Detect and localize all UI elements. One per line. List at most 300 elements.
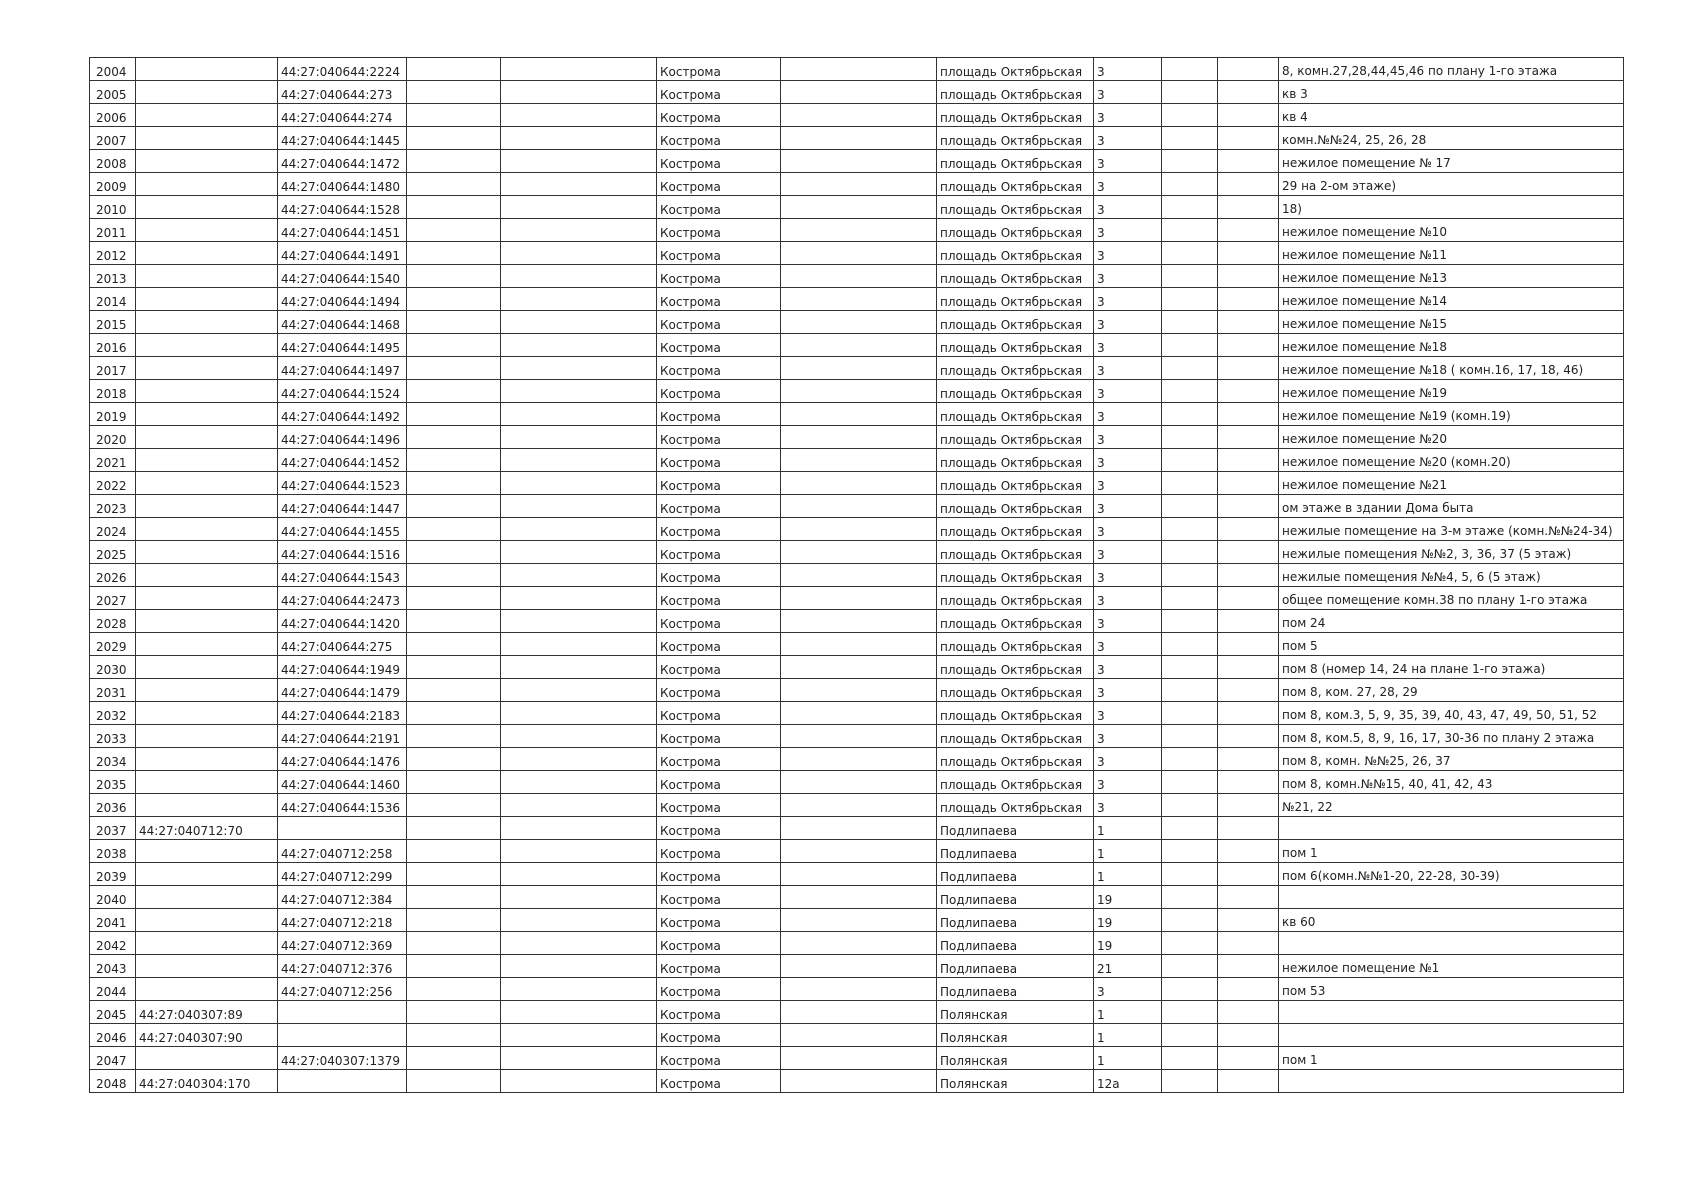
- empty-cell: [781, 725, 937, 748]
- empty-cell: [1162, 794, 1218, 817]
- street-cell: площадь Октябрьская: [937, 58, 1094, 81]
- object-cadastral-number-cell: 44:27:040644:1492: [278, 403, 407, 426]
- empty-cell: [407, 955, 501, 978]
- empty-cell: [407, 518, 501, 541]
- premises-note-cell: нежилое помещение №19 (комн.19): [1279, 403, 1624, 426]
- row-number-cell: 2028: [90, 610, 136, 633]
- table-row: [90, 104, 1624, 127]
- empty-cell: [407, 196, 501, 219]
- empty-cell: [501, 656, 657, 679]
- row-number-cell: 2037: [90, 817, 136, 840]
- empty-cell: [501, 863, 657, 886]
- table-row: [90, 403, 1624, 426]
- empty-cell: [501, 495, 657, 518]
- city-cell: Кострома: [657, 196, 781, 219]
- street-cell: площадь Октябрьская: [937, 81, 1094, 104]
- object-cadastral-number-cell: 44:27:040712:299: [278, 863, 407, 886]
- premises-note-cell: нежилые помещение на 3-м этаже (комн.№№24-34): [1279, 518, 1624, 541]
- empty-cell: [1218, 909, 1279, 932]
- street-cell: площадь Октябрьская: [937, 610, 1094, 633]
- row-number-cell: 2046: [90, 1024, 136, 1047]
- house-number-cell: 3: [1094, 610, 1162, 633]
- city-cell: Кострома: [657, 403, 781, 426]
- row-number-cell: 2023: [90, 495, 136, 518]
- empty-cell: [1218, 794, 1279, 817]
- row-number-cell: 2004: [90, 58, 136, 81]
- object-cadastral-number-cell: 44:27:040712:218: [278, 909, 407, 932]
- empty-cell: [1162, 840, 1218, 863]
- empty-cell: [407, 771, 501, 794]
- land-cadastral-number-cell: [136, 265, 278, 288]
- empty-cell: [1218, 58, 1279, 81]
- land-cadastral-number-cell: [136, 288, 278, 311]
- object-cadastral-number-cell: 44:27:040712:256: [278, 978, 407, 1001]
- street-cell: площадь Октябрьская: [937, 679, 1094, 702]
- house-number-cell: 19: [1094, 909, 1162, 932]
- table-row: [90, 495, 1624, 518]
- premises-note-cell: 8, комн.27,28,44,45,46 по плану 1-го этажа: [1279, 58, 1624, 81]
- empty-cell: [781, 1024, 937, 1047]
- empty-cell: [1218, 380, 1279, 403]
- empty-cell: [407, 725, 501, 748]
- table-row: [90, 794, 1624, 817]
- house-number-cell: 3: [1094, 173, 1162, 196]
- empty-cell: [501, 104, 657, 127]
- row-number-cell: 2048: [90, 1070, 136, 1093]
- street-cell: Полянская: [937, 1024, 1094, 1047]
- street-cell: Подлипаева: [937, 909, 1094, 932]
- empty-cell: [1162, 58, 1218, 81]
- row-number-cell: 2030: [90, 656, 136, 679]
- premises-note-cell: [1279, 886, 1624, 909]
- object-cadastral-number-cell: 44:27:040644:1524: [278, 380, 407, 403]
- row-number-cell: 2047: [90, 1047, 136, 1070]
- empty-cell: [1218, 403, 1279, 426]
- object-cadastral-number-cell: 44:27:040644:1495: [278, 334, 407, 357]
- street-cell: площадь Октябрьская: [937, 541, 1094, 564]
- land-cadastral-number-cell: [136, 748, 278, 771]
- empty-cell: [501, 173, 657, 196]
- premises-note-cell: нежилое помещение №21: [1279, 472, 1624, 495]
- empty-cell: [407, 564, 501, 587]
- street-cell: Подлипаева: [937, 840, 1094, 863]
- row-number-cell: 2016: [90, 334, 136, 357]
- house-number-cell: 1: [1094, 1047, 1162, 1070]
- object-cadastral-number-cell: 44:27:040712:376: [278, 955, 407, 978]
- premises-note-cell: нежилые помещения №№2, 3, 36, 37 (5 этаж): [1279, 541, 1624, 564]
- house-number-cell: 19: [1094, 886, 1162, 909]
- empty-cell: [501, 1024, 657, 1047]
- table-row: [90, 840, 1624, 863]
- row-number-cell: 2007: [90, 127, 136, 150]
- empty-cell: [1218, 587, 1279, 610]
- empty-cell: [1218, 173, 1279, 196]
- empty-cell: [407, 587, 501, 610]
- row-number-cell: 2039: [90, 863, 136, 886]
- empty-cell: [407, 104, 501, 127]
- city-cell: Кострома: [657, 1024, 781, 1047]
- empty-cell: [1162, 679, 1218, 702]
- land-cadastral-number-cell: 44:27:040304:170: [136, 1070, 278, 1093]
- city-cell: Кострома: [657, 978, 781, 1001]
- house-number-cell: 3: [1094, 58, 1162, 81]
- empty-cell: [781, 1070, 937, 1093]
- empty-cell: [781, 633, 937, 656]
- object-cadastral-number-cell: 44:27:040644:1479: [278, 679, 407, 702]
- empty-cell: [501, 1047, 657, 1070]
- premises-note-cell: нежилое помещение №14: [1279, 288, 1624, 311]
- land-cadastral-number-cell: [136, 472, 278, 495]
- table-row: [90, 242, 1624, 265]
- table-row: [90, 265, 1624, 288]
- empty-cell: [501, 472, 657, 495]
- empty-cell: [501, 886, 657, 909]
- empty-cell: [501, 587, 657, 610]
- empty-cell: [1218, 242, 1279, 265]
- empty-cell: [1218, 564, 1279, 587]
- row-number-cell: 2013: [90, 265, 136, 288]
- street-cell: площадь Октябрьская: [937, 472, 1094, 495]
- empty-cell: [501, 840, 657, 863]
- empty-cell: [501, 1070, 657, 1093]
- empty-cell: [1218, 1047, 1279, 1070]
- house-number-cell: 3: [1094, 541, 1162, 564]
- object-cadastral-number-cell: [278, 817, 407, 840]
- street-cell: площадь Октябрьская: [937, 748, 1094, 771]
- house-number-cell: 21: [1094, 955, 1162, 978]
- table-row: [90, 127, 1624, 150]
- empty-cell: [1162, 610, 1218, 633]
- premises-note-cell: нежилое помещение №20: [1279, 426, 1624, 449]
- premises-note-cell: нежилое помещение №20 (комн.20): [1279, 449, 1624, 472]
- empty-cell: [501, 426, 657, 449]
- empty-cell: [1162, 104, 1218, 127]
- premises-note-cell: [1279, 1024, 1624, 1047]
- empty-cell: [781, 81, 937, 104]
- empty-cell: [1218, 196, 1279, 219]
- empty-cell: [501, 449, 657, 472]
- land-cadastral-number-cell: [136, 909, 278, 932]
- street-cell: площадь Октябрьская: [937, 656, 1094, 679]
- empty-cell: [1162, 955, 1218, 978]
- empty-cell: [781, 932, 937, 955]
- empty-cell: [407, 288, 501, 311]
- row-number-cell: 2024: [90, 518, 136, 541]
- object-cadastral-number-cell: 44:27:040644:1472: [278, 150, 407, 173]
- object-cadastral-number-cell: 44:27:040712:369: [278, 932, 407, 955]
- land-cadastral-number-cell: [136, 863, 278, 886]
- empty-cell: [781, 1001, 937, 1024]
- city-cell: Кострома: [657, 150, 781, 173]
- city-cell: Кострома: [657, 748, 781, 771]
- empty-cell: [501, 633, 657, 656]
- row-number-cell: 2010: [90, 196, 136, 219]
- empty-cell: [407, 886, 501, 909]
- empty-cell: [501, 403, 657, 426]
- land-cadastral-number-cell: [136, 587, 278, 610]
- land-cadastral-number-cell: [136, 242, 278, 265]
- land-cadastral-number-cell: [136, 334, 278, 357]
- premises-note-cell: нежилое помещение №13: [1279, 265, 1624, 288]
- house-number-cell: 3: [1094, 679, 1162, 702]
- empty-cell: [781, 1047, 937, 1070]
- empty-cell: [501, 725, 657, 748]
- empty-cell: [501, 1001, 657, 1024]
- city-cell: Кострома: [657, 656, 781, 679]
- object-cadastral-number-cell: 44:27:040712:258: [278, 840, 407, 863]
- city-cell: Кострома: [657, 265, 781, 288]
- city-cell: Кострома: [657, 564, 781, 587]
- land-cadastral-number-cell: [136, 196, 278, 219]
- house-number-cell: 3: [1094, 219, 1162, 242]
- empty-cell: [1218, 81, 1279, 104]
- street-cell: площадь Октябрьская: [937, 587, 1094, 610]
- empty-cell: [1162, 242, 1218, 265]
- object-cadastral-number-cell: 44:27:040644:1455: [278, 518, 407, 541]
- empty-cell: [781, 58, 937, 81]
- premises-note-cell: комн.№№24, 25, 26, 28: [1279, 127, 1624, 150]
- premises-note-cell: [1279, 817, 1624, 840]
- empty-cell: [1162, 932, 1218, 955]
- street-cell: Подлипаева: [937, 886, 1094, 909]
- land-cadastral-number-cell: [136, 978, 278, 1001]
- premises-note-cell: пом 8, ком.5, 8, 9, 16, 17, 30-36 по плану 2 этажа: [1279, 725, 1624, 748]
- premises-note-cell: 18): [1279, 196, 1624, 219]
- table-row: [90, 1024, 1624, 1047]
- empty-cell: [1218, 449, 1279, 472]
- empty-cell: [1162, 863, 1218, 886]
- city-cell: Кострома: [657, 932, 781, 955]
- object-cadastral-number-cell: 44:27:040644:2191: [278, 725, 407, 748]
- house-number-cell: 3: [1094, 265, 1162, 288]
- land-cadastral-number-cell: [136, 518, 278, 541]
- empty-cell: [407, 472, 501, 495]
- land-cadastral-number-cell: [136, 886, 278, 909]
- row-number-cell: 2029: [90, 633, 136, 656]
- city-cell: Кострома: [657, 426, 781, 449]
- house-number-cell: 1: [1094, 817, 1162, 840]
- city-cell: Кострома: [657, 311, 781, 334]
- empty-cell: [407, 610, 501, 633]
- empty-cell: [407, 58, 501, 81]
- empty-cell: [1162, 725, 1218, 748]
- house-number-cell: 12а: [1094, 1070, 1162, 1093]
- object-cadastral-number-cell: 44:27:040712:384: [278, 886, 407, 909]
- empty-cell: [1218, 219, 1279, 242]
- city-cell: Кострома: [657, 1047, 781, 1070]
- table-row: [90, 449, 1624, 472]
- row-number-cell: 2043: [90, 955, 136, 978]
- table-row: [90, 702, 1624, 725]
- object-cadastral-number-cell: 44:27:040644:1496: [278, 426, 407, 449]
- empty-cell: [1218, 150, 1279, 173]
- empty-cell: [1218, 288, 1279, 311]
- row-number-cell: 2008: [90, 150, 136, 173]
- empty-cell: [1218, 1024, 1279, 1047]
- empty-cell: [1218, 955, 1279, 978]
- object-cadastral-number-cell: 44:27:040644:1523: [278, 472, 407, 495]
- empty-cell: [1218, 426, 1279, 449]
- table-row: [90, 357, 1624, 380]
- empty-cell: [1218, 978, 1279, 1001]
- empty-cell: [407, 357, 501, 380]
- empty-cell: [781, 564, 937, 587]
- street-cell: площадь Октябрьская: [937, 196, 1094, 219]
- empty-cell: [781, 288, 937, 311]
- empty-cell: [1162, 1047, 1218, 1070]
- row-number-cell: 2018: [90, 380, 136, 403]
- city-cell: Кострома: [657, 817, 781, 840]
- empty-cell: [1218, 495, 1279, 518]
- empty-cell: [1162, 748, 1218, 771]
- empty-cell: [781, 679, 937, 702]
- empty-cell: [781, 794, 937, 817]
- land-cadastral-number-cell: [136, 1047, 278, 1070]
- empty-cell: [1162, 219, 1218, 242]
- object-cadastral-number-cell: 44:27:040644:1420: [278, 610, 407, 633]
- empty-cell: [1162, 564, 1218, 587]
- land-cadastral-number-cell: [136, 610, 278, 633]
- empty-cell: [407, 978, 501, 1001]
- house-number-cell: 3: [1094, 150, 1162, 173]
- house-number-cell: 3: [1094, 702, 1162, 725]
- row-number-cell: 2045: [90, 1001, 136, 1024]
- empty-cell: [1162, 817, 1218, 840]
- empty-cell: [501, 58, 657, 81]
- city-cell: Кострома: [657, 127, 781, 150]
- city-cell: Кострома: [657, 840, 781, 863]
- empty-cell: [407, 265, 501, 288]
- empty-cell: [1162, 449, 1218, 472]
- empty-cell: [501, 265, 657, 288]
- table-row: [90, 1001, 1624, 1024]
- street-cell: площадь Октябрьская: [937, 564, 1094, 587]
- empty-cell: [1218, 656, 1279, 679]
- city-cell: Кострома: [657, 633, 781, 656]
- row-number-cell: 2041: [90, 909, 136, 932]
- row-number-cell: 2044: [90, 978, 136, 1001]
- street-cell: площадь Октябрьская: [937, 794, 1094, 817]
- street-cell: Полянская: [937, 1047, 1094, 1070]
- empty-cell: [781, 863, 937, 886]
- city-cell: Кострома: [657, 104, 781, 127]
- empty-cell: [501, 357, 657, 380]
- empty-cell: [407, 380, 501, 403]
- object-cadastral-number-cell: 44:27:040644:275: [278, 633, 407, 656]
- empty-cell: [1162, 541, 1218, 564]
- empty-cell: [407, 748, 501, 771]
- street-cell: площадь Октябрьская: [937, 725, 1094, 748]
- premises-note-cell: кв 60: [1279, 909, 1624, 932]
- empty-cell: [407, 633, 501, 656]
- land-cadastral-number-cell: [136, 495, 278, 518]
- table-row: [90, 541, 1624, 564]
- empty-cell: [501, 702, 657, 725]
- premises-note-cell: ом этаже в здании Дома быта: [1279, 495, 1624, 518]
- object-cadastral-number-cell: 44:27:040644:1480: [278, 173, 407, 196]
- land-cadastral-number-cell: [136, 380, 278, 403]
- empty-cell: [1162, 656, 1218, 679]
- empty-cell: [781, 196, 937, 219]
- object-cadastral-number-cell: 44:27:040644:2473: [278, 587, 407, 610]
- land-cadastral-number-cell: 44:27:040307:90: [136, 1024, 278, 1047]
- empty-cell: [1162, 288, 1218, 311]
- empty-cell: [407, 334, 501, 357]
- city-cell: Кострома: [657, 81, 781, 104]
- empty-cell: [781, 357, 937, 380]
- house-number-cell: 3: [1094, 242, 1162, 265]
- empty-cell: [1162, 81, 1218, 104]
- object-cadastral-number-cell: 44:27:040644:1468: [278, 311, 407, 334]
- empty-cell: [781, 173, 937, 196]
- empty-cell: [781, 265, 937, 288]
- empty-cell: [407, 932, 501, 955]
- row-number-cell: 2017: [90, 357, 136, 380]
- street-cell: площадь Октябрьская: [937, 334, 1094, 357]
- table-row: [90, 426, 1624, 449]
- table-row: [90, 817, 1624, 840]
- row-number-cell: 2005: [90, 81, 136, 104]
- table-row: [90, 219, 1624, 242]
- premises-note-cell: пом 8, комн. №№25, 26, 37: [1279, 748, 1624, 771]
- house-number-cell: 1: [1094, 840, 1162, 863]
- street-cell: площадь Октябрьская: [937, 702, 1094, 725]
- house-number-cell: 3: [1094, 564, 1162, 587]
- object-cadastral-number-cell: 44:27:040307:1379: [278, 1047, 407, 1070]
- empty-cell: [501, 564, 657, 587]
- house-number-cell: 1: [1094, 1024, 1162, 1047]
- premises-note-cell: нежилое помещение №15: [1279, 311, 1624, 334]
- empty-cell: [1218, 265, 1279, 288]
- empty-cell: [1162, 357, 1218, 380]
- empty-cell: [1162, 518, 1218, 541]
- empty-cell: [781, 334, 937, 357]
- row-number-cell: 2036: [90, 794, 136, 817]
- land-cadastral-number-cell: 44:27:040712:70: [136, 817, 278, 840]
- empty-cell: [1218, 610, 1279, 633]
- empty-cell: [407, 840, 501, 863]
- land-cadastral-number-cell: [136, 932, 278, 955]
- table-row: [90, 150, 1624, 173]
- street-cell: Подлипаева: [937, 932, 1094, 955]
- premises-note-cell: нежилые помещения №№4, 5, 6 (5 этаж): [1279, 564, 1624, 587]
- empty-cell: [1218, 679, 1279, 702]
- city-cell: Кострома: [657, 380, 781, 403]
- row-number-cell: 2006: [90, 104, 136, 127]
- empty-cell: [1218, 127, 1279, 150]
- street-cell: площадь Октябрьская: [937, 127, 1094, 150]
- empty-cell: [501, 196, 657, 219]
- city-cell: Кострома: [657, 219, 781, 242]
- city-cell: Кострома: [657, 771, 781, 794]
- empty-cell: [781, 426, 937, 449]
- table-row: [90, 909, 1624, 932]
- object-cadastral-number-cell: 44:27:040644:1451: [278, 219, 407, 242]
- table-row: [90, 978, 1624, 1001]
- street-cell: Подлипаева: [937, 955, 1094, 978]
- empty-cell: [781, 219, 937, 242]
- land-cadastral-number-cell: [136, 541, 278, 564]
- table-row: [90, 472, 1624, 495]
- house-number-cell: 3: [1094, 426, 1162, 449]
- table-row: [90, 518, 1624, 541]
- empty-cell: [407, 127, 501, 150]
- city-cell: Кострома: [657, 58, 781, 81]
- empty-cell: [1218, 472, 1279, 495]
- empty-cell: [781, 541, 937, 564]
- house-number-cell: 3: [1094, 449, 1162, 472]
- object-cadastral-number-cell: 44:27:040644:1949: [278, 656, 407, 679]
